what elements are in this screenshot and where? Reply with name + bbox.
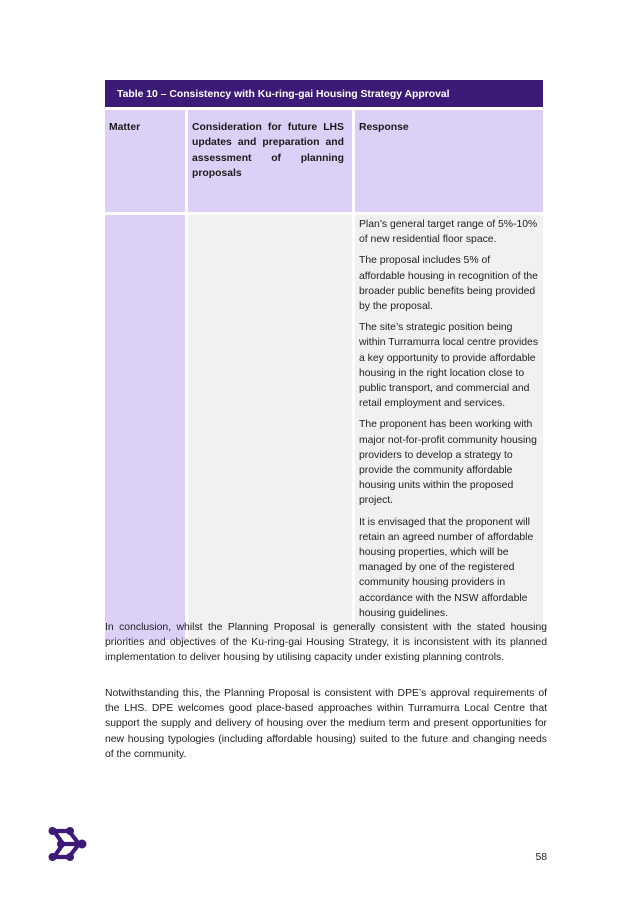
page-number: 58 [535, 852, 547, 863]
response-paragraph: The site’s strategic position being within Turramurra local centre provides a key opportunity to provide affordable housing in the right location close to public transport, and commercial and retail employment and services. [359, 322, 539, 410]
connected-dots-logo-icon [48, 826, 88, 862]
response-paragraph: It is envisaged that the proponent will retain an agreed number of affordable housing properties, which will be managed by one of the registered community housing providers in accordance with the NSW affordable housing guidelines. [359, 516, 534, 619]
response-paragraph: The proposal includes 5% of affordable housing in recognition of the broader public benefits being provided by the proposal. [359, 255, 538, 313]
header-consideration: Consideration for future LHS updates and preparation and assessment of planning proposals [188, 110, 352, 212]
response-cell [355, 215, 543, 640]
table-title: Table 10 – Consistency with Ku-ring-gai Housing Strategy Approval [105, 80, 543, 107]
response-paragraph: Plan’s general target range of 5%-10% of new residential floor space. [359, 219, 538, 246]
consideration-cell [188, 215, 352, 640]
matter-cell [105, 215, 185, 640]
consistency-table [105, 80, 543, 640]
conclusion-paragraph: In conclusion, whilst the Planning Proposal is generally consistent with the stated housing priorities and objectives of the Ku-ring-gai Housing Strategy, it is inconsistent with its planned implementation to deliver housing by utilising capacity under existing planning controls. [105, 622, 547, 664]
response-paragraph: The proponent has been working with major not-for-profit community housing providers to develop a strategy to provide the community affordable housing units within the proposed project. [359, 419, 537, 507]
header-response: Response [355, 110, 543, 212]
table-header-row [105, 110, 543, 212]
approval-paragraph: Notwithstanding this, the Planning Proposal is consistent with DPE’s approval requirements of the LHS. DPE welcomes good place-based approaches within Turramurra Local Centre that support the supply and delivery of housing over the medium term and present opportunities for new housing typologies (including affordable housing) suited to the future and changing needs of the community. [105, 688, 547, 760]
table-row [105, 215, 543, 640]
header-matter: Matter [105, 110, 185, 212]
